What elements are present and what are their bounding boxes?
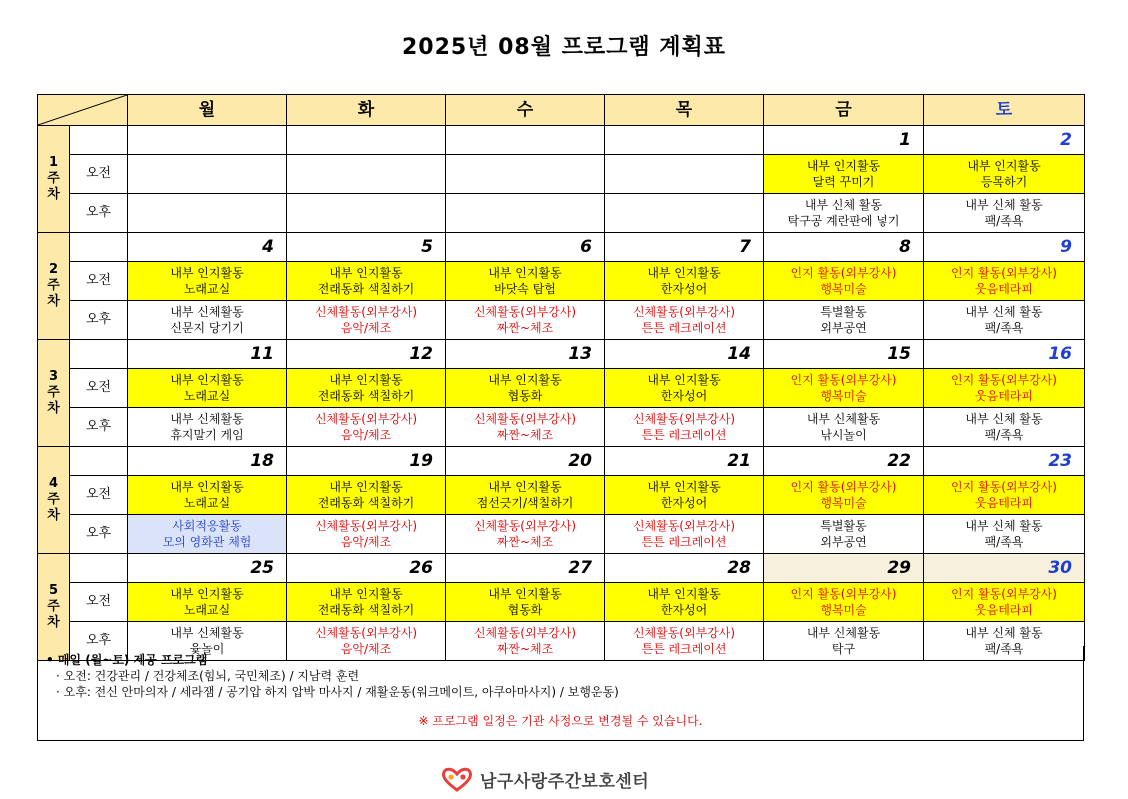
week-1-am-row [38, 155, 1085, 194]
date-cell-sat: 30 [924, 554, 1085, 583]
activity-name: 휴지말기 게임 [170, 428, 244, 442]
week-label [38, 126, 70, 233]
activity-name: 음악/체조 [340, 535, 392, 549]
date-cell-thu: 7 [605, 233, 764, 262]
activity-cell-sat-am [924, 262, 1085, 301]
date-cell-wed: 27 [446, 554, 605, 583]
date-cell-wed [446, 126, 605, 155]
activity-cell-wed-pm [446, 515, 605, 554]
activity-cell-wed-am [446, 262, 605, 301]
date-cell-tue: 19 [287, 447, 446, 476]
activity-type: 인지 활동(외부강사) [951, 266, 1057, 280]
activity-name: 달력 꾸미기 [812, 175, 875, 189]
day-header-wed: 수 [446, 95, 605, 126]
activity-name: 웃음테라피 [975, 496, 1033, 510]
activity-cell-sat-pm [924, 408, 1085, 447]
week-2-date-row [38, 233, 1085, 262]
activity-cell-thu-pm [605, 515, 764, 554]
week-label-char: 차 [47, 508, 60, 523]
week-label-char: 3 [48, 369, 59, 384]
footer-line-daily: • 매일 (월~토) 제공 프로그램 [46, 653, 208, 667]
activity-type: 특별활동 [820, 519, 867, 533]
footer-line-am: · 오전: 건강관리 / 건강체조(힘뇌, 국민체조) / 지남력 훈련 [56, 669, 360, 683]
activity-type: 인지 활동(외부강사) [951, 373, 1057, 387]
slot-label-am: 오전 [70, 583, 128, 622]
date-cell-fri: 8 [764, 233, 924, 262]
activity-type: 내부 신체활동 [806, 626, 881, 640]
activity-cell-mon-am [128, 155, 287, 194]
activity-name: 노래교실 [183, 282, 231, 296]
activity-cell-mon-pm [128, 301, 287, 340]
activity-cell-tue-am [287, 583, 446, 622]
week-3-am-row [38, 369, 1085, 408]
activity-name: 전래동화 색칠하기 [317, 389, 415, 403]
activity-cell-mon-pm [128, 194, 287, 233]
schedule-body [38, 95, 1085, 661]
week-5-date-row [38, 554, 1085, 583]
activity-type: 내부 인지활동 [488, 480, 562, 494]
date-cell-tue: 12 [287, 340, 446, 369]
activity-name: 협동화 [507, 389, 543, 403]
slot-label-am: 오전 [70, 476, 128, 515]
activity-cell-wed-am [446, 583, 605, 622]
schedule-table [37, 94, 1085, 661]
activity-name: 짜짠~체조 [496, 428, 554, 442]
activity-type: 인지 활동(외부강사) [790, 587, 897, 601]
activity-name: 윷놀이 [189, 642, 225, 656]
activity-name: 행복미술 [820, 496, 867, 510]
activity-type: 내부 인지활동 [170, 373, 244, 387]
activity-name: 노래교실 [183, 389, 231, 403]
slot-label-pm: 오후 [70, 515, 128, 554]
week-label-char: 차 [47, 401, 60, 416]
activity-name: 한자성어 [660, 496, 708, 510]
activity-name: 행복미술 [820, 282, 867, 296]
date-cell-thu: 21 [605, 447, 764, 476]
day-header-tue: 화 [287, 95, 446, 126]
diagonal-line-icon [38, 95, 127, 125]
activity-cell-wed-am [446, 155, 605, 194]
activity-cell-mon-am [128, 583, 287, 622]
date-cell-tue: 26 [287, 554, 446, 583]
activity-cell-mon-pm [128, 408, 287, 447]
activity-cell-thu-am [605, 155, 764, 194]
activity-cell-tue-pm [287, 408, 446, 447]
activity-type: 내부 인지활동 [329, 373, 403, 387]
week-1-pm-row [38, 194, 1085, 233]
page-title: 2025년 08월 프로그램 계획표 [401, 35, 727, 60]
week-label-char: 5 [48, 583, 59, 598]
week-label-char: 주 [47, 599, 60, 614]
date-cell-wed: 20 [446, 447, 605, 476]
activity-type: 인지 활동(외부강사) [790, 266, 897, 280]
week-4-date-row [38, 447, 1085, 476]
activity-cell-mon-am [128, 369, 287, 408]
activity-name: 외부공연 [820, 321, 867, 335]
activity-name: 음악/체조 [340, 321, 392, 335]
activity-type: 내부 신체 활동 [965, 519, 1043, 533]
activity-type: 내부 인지활동 [967, 159, 1041, 173]
slot-label-pm: 오후 [70, 622, 128, 661]
activity-name: 튼튼 레크레이션 [641, 535, 727, 549]
day-header-sat: 토 [924, 95, 1085, 126]
activity-name: 팩/족욕 [984, 642, 1024, 656]
activity-cell-fri-am [764, 369, 924, 408]
activity-type: 신체활동(외부강사) [473, 626, 577, 640]
day-header-fri: 금 [764, 95, 924, 126]
activity-cell-tue-am [287, 155, 446, 194]
activity-cell-wed-pm [446, 301, 605, 340]
activity-cell-fri-am [764, 155, 924, 194]
activity-type: 내부 인지활동 [488, 373, 562, 387]
activity-name: 튼튼 레크레이션 [641, 321, 727, 335]
activity-cell-fri-am [764, 476, 924, 515]
activity-name: 팩/족욕 [984, 321, 1024, 335]
activity-name: 짜짠~체조 [496, 535, 554, 549]
activity-type: 신체활동(외부강사) [632, 519, 736, 533]
heart-people-icon [440, 766, 474, 792]
activity-type: 내부 인지활동 [647, 373, 721, 387]
week-label-char: 4 [48, 476, 59, 491]
week-label [38, 233, 70, 340]
week-4-am-row [38, 476, 1085, 515]
activity-cell-thu-am [605, 369, 764, 408]
activity-name: 짜짠~체조 [496, 642, 554, 656]
date-cell-mon: 18 [128, 447, 287, 476]
activity-cell-fri-pm [764, 301, 924, 340]
footer-line-pm: · 오후: 전신 안마의자 / 세라잼 / 공기압 하지 압박 마사지 / 재활운동(워크메이트, 아쿠아마사지) / 보행운동) [56, 685, 619, 699]
activity-type: 신체활동(외부강사) [473, 412, 577, 426]
slot-label-blank [70, 233, 128, 262]
week-4-pm-row [38, 515, 1085, 554]
week-label-char: 주 [47, 278, 60, 293]
week-2-pm-row [38, 301, 1085, 340]
activity-name: 팩/족욕 [984, 428, 1024, 442]
week-label-char: 1 [48, 155, 59, 170]
activity-type: 내부 신체활동 [170, 412, 244, 426]
activity-name: 바닷속 탐험 [494, 282, 556, 296]
date-cell-sat: 9 [924, 233, 1085, 262]
activity-type: 내부 신체 활동 [965, 305, 1043, 319]
week-label-char: 주 [47, 492, 60, 507]
activity-type: 신체활동(외부강사) [632, 305, 736, 319]
activity-cell-fri-pm [764, 408, 924, 447]
activity-name: 팩/족욕 [984, 214, 1024, 228]
slot-label-am: 오전 [70, 155, 128, 194]
activity-name: 웃음테라피 [975, 389, 1033, 403]
week-2-am-row [38, 262, 1085, 301]
activity-type: 내부 신체 활동 [804, 198, 883, 212]
activity-type: 신체활동(외부강사) [632, 412, 736, 426]
week-label [38, 554, 70, 661]
activity-type: 내부 인지활동 [647, 266, 721, 280]
slot-label-blank [70, 340, 128, 369]
activity-name: 음악/체조 [340, 428, 392, 442]
week-label-char: 주 [47, 385, 60, 400]
activity-name: 튼튼 레크레이션 [641, 642, 727, 656]
activity-type: 신체활동(외부강사) [632, 626, 736, 640]
footer-note: ※ 프로그램 일정은 기관 사정으로 변경될 수 있습니다. [418, 714, 703, 728]
activity-type: 신체활동(외부강사) [314, 412, 418, 426]
activity-cell-wed-pm [446, 408, 605, 447]
activity-type: 내부 신체활동 [170, 626, 244, 640]
activity-type: 사회적응활동 [172, 519, 242, 533]
activity-cell-fri-am [764, 583, 924, 622]
center-logo [440, 766, 649, 792]
activity-type: 내부 인지활동 [329, 587, 403, 601]
date-cell-sat: 2 [924, 126, 1085, 155]
slot-label-blank [70, 126, 128, 155]
activity-cell-thu-pm [605, 194, 764, 233]
date-cell-mon: 25 [128, 554, 287, 583]
activity-name: 탁구 [831, 642, 856, 656]
week-label-char: 주 [47, 171, 60, 186]
week-label [38, 447, 70, 554]
activity-name: 등목하기 [980, 175, 1028, 189]
date-cell-fri: 1 [764, 126, 924, 155]
activity-cell-tue-pm [287, 515, 446, 554]
activity-name: 협동화 [507, 603, 543, 617]
activity-type: 내부 인지활동 [170, 480, 244, 494]
activity-type: 내부 신체 활동 [965, 412, 1043, 426]
day-header-thu: 목 [605, 95, 764, 126]
activity-type: 내부 신체 활동 [965, 198, 1043, 212]
activity-cell-sat-am [924, 155, 1085, 194]
activity-name: 웃음테라피 [975, 282, 1033, 296]
week-1-date-row [38, 126, 1085, 155]
date-cell-wed: 13 [446, 340, 605, 369]
logo-text: 남구사랑주간보호센터 [480, 771, 650, 792]
week-label-char: 차 [47, 294, 60, 309]
activity-name: 전래동화 색칠하기 [317, 496, 415, 510]
activity-cell-thu-am [605, 476, 764, 515]
activity-cell-fri-pm [764, 194, 924, 233]
date-cell-tue [287, 126, 446, 155]
day-header-row [38, 95, 1085, 126]
activity-type: 인지 활동(외부강사) [951, 587, 1057, 601]
activity-cell-sat-pm [924, 515, 1085, 554]
activity-type: 내부 인지활동 [488, 587, 562, 601]
activity-cell-sat-am [924, 369, 1085, 408]
activity-type: 인지 활동(외부강사) [790, 373, 897, 387]
activity-cell-mon-am [128, 476, 287, 515]
activity-name: 외부공연 [820, 535, 867, 549]
activity-type: 신체활동(외부강사) [314, 305, 418, 319]
activity-type: 내부 인지활동 [488, 266, 562, 280]
week-label-char: 차 [47, 615, 60, 630]
activity-name: 웃음테라피 [975, 603, 1033, 617]
date-cell-fri: 15 [764, 340, 924, 369]
activity-cell-wed-am [446, 476, 605, 515]
activity-cell-thu-pm [605, 408, 764, 447]
date-cell-thu [605, 126, 764, 155]
activity-type: 내부 인지활동 [806, 159, 881, 173]
week-label [38, 340, 70, 447]
activity-cell-thu-am [605, 262, 764, 301]
date-cell-tue: 5 [287, 233, 446, 262]
activity-name: 행복미술 [820, 603, 867, 617]
activity-name: 행복미술 [820, 389, 867, 403]
activity-cell-tue-pm [287, 194, 446, 233]
week-5-am-row [38, 583, 1085, 622]
week-3-date-row [38, 340, 1085, 369]
activity-type: 내부 인지활동 [647, 480, 721, 494]
activity-type: 인지 활동(외부강사) [951, 480, 1057, 494]
date-cell-fri: 29 [764, 554, 924, 583]
date-cell-sat: 23 [924, 447, 1085, 476]
activity-type: 신체활동(외부강사) [314, 519, 418, 533]
activity-name: 한자성어 [660, 389, 708, 403]
date-cell-mon: 4 [128, 233, 287, 262]
activity-name: 한자성어 [660, 282, 708, 296]
date-cell-thu: 28 [605, 554, 764, 583]
activity-cell-wed-am [446, 369, 605, 408]
activity-cell-sat-pm [924, 194, 1085, 233]
date-cell-mon: 11 [128, 340, 287, 369]
activity-cell-tue-am [287, 262, 446, 301]
activity-cell-tue-am [287, 369, 446, 408]
slot-label-am: 오전 [70, 369, 128, 408]
slot-label-blank [70, 447, 128, 476]
slot-label-blank [70, 554, 128, 583]
slot-label-pm: 오후 [70, 194, 128, 233]
activity-name: 노래교실 [183, 603, 231, 617]
slot-label-pm: 오후 [70, 301, 128, 340]
activity-cell-sat-pm [924, 301, 1085, 340]
activity-type: 내부 인지활동 [329, 266, 403, 280]
week-label-char: 차 [47, 187, 60, 202]
activity-cell-thu-pm [605, 301, 764, 340]
corner-cell [38, 95, 128, 126]
activity-name: 전래동화 색칠하기 [317, 603, 415, 617]
day-header-mon: 월 [128, 95, 287, 126]
slot-label-am: 오전 [70, 262, 128, 301]
week-3-pm-row [38, 408, 1085, 447]
activity-type: 내부 신체활동 [170, 305, 244, 319]
activity-cell-fri-am [764, 262, 924, 301]
activity-type: 내부 신체활동 [806, 412, 881, 426]
activity-name: 한자성어 [660, 603, 708, 617]
activity-type: 내부 인지활동 [170, 587, 244, 601]
activity-name: 모의 영화관 체험 [162, 535, 252, 549]
activity-type: 내부 신체 활동 [965, 626, 1043, 640]
activity-cell-tue-am [287, 476, 446, 515]
activity-name: 튼튼 레크레이션 [641, 428, 727, 442]
activity-name: 짜짠~체조 [496, 321, 554, 335]
activity-cell-mon-am [128, 262, 287, 301]
activity-type: 특별활동 [820, 305, 867, 319]
footer-notes [37, 646, 1084, 741]
activity-type: 내부 인지활동 [170, 266, 244, 280]
activity-name: 낚시놀이 [820, 428, 867, 442]
week-label-char: 2 [48, 262, 59, 277]
activity-name: 팩/족욕 [984, 535, 1024, 549]
activity-type: 내부 인지활동 [647, 587, 721, 601]
activity-name: 신문지 당기기 [170, 321, 244, 335]
activity-name: 탁구공 계란판에 넣기 [787, 214, 900, 228]
activity-cell-thu-am [605, 583, 764, 622]
date-cell-wed: 6 [446, 233, 605, 262]
activity-name: 노래교실 [183, 496, 231, 510]
activity-type: 신체활동(외부강사) [473, 305, 577, 319]
activity-cell-wed-pm [446, 194, 605, 233]
activity-name: 점선긋기/색칠하기 [476, 496, 574, 510]
date-cell-fri: 22 [764, 447, 924, 476]
activity-type: 신체활동(외부강사) [314, 626, 418, 640]
activity-cell-sat-am [924, 583, 1085, 622]
activity-type: 내부 인지활동 [329, 480, 403, 494]
activity-name: 음악/체조 [340, 642, 392, 656]
activity-type: 신체활동(외부강사) [473, 519, 577, 533]
date-cell-mon [128, 126, 287, 155]
activity-cell-mon-pm [128, 515, 287, 554]
activity-type: 인지 활동(외부강사) [790, 480, 897, 494]
activity-cell-fri-pm [764, 515, 924, 554]
slot-label-pm: 오후 [70, 408, 128, 447]
activity-cell-tue-pm [287, 301, 446, 340]
date-cell-thu: 14 [605, 340, 764, 369]
date-cell-sat: 16 [924, 340, 1085, 369]
activity-cell-sat-am [924, 476, 1085, 515]
activity-name: 전래동화 색칠하기 [317, 282, 415, 296]
